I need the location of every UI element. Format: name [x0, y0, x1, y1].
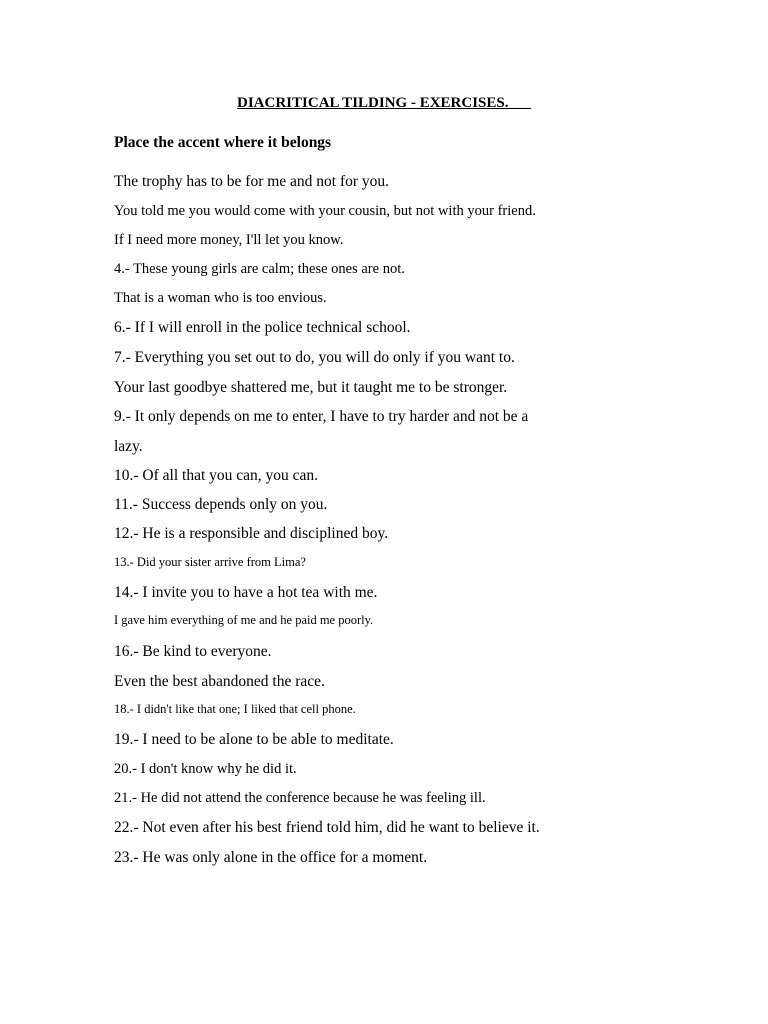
- exercise-line: 16.- Be kind to everyone.: [114, 643, 272, 660]
- document-title: DIACRITICAL TILDING - EXERCISES.___: [237, 95, 531, 111]
- exercise-line: lazy.: [114, 438, 143, 455]
- exercise-line: The trophy has to be for me and not for you.: [114, 173, 390, 190]
- exercise-line: 21.- He did not attend the conference because he was feeling ill.: [114, 790, 486, 806]
- exercise-line: 12.- He is a responsible and disciplined boy.: [114, 525, 389, 542]
- exercise-line: 19.- I need to be alone to be able to meditate.: [114, 731, 394, 748]
- instruction-heading: Place the accent where it belongs: [114, 134, 332, 151]
- exercise-line: 6.- If I will enroll in the police technical school.: [114, 319, 411, 336]
- exercise-line: 4.- These young girls are calm; these ones are not.: [114, 261, 405, 277]
- exercise-line: That is a woman who is too envious.: [114, 290, 327, 306]
- exercise-line: 9.- It only depends on me to enter, I have to try harder and not be a: [114, 408, 529, 425]
- exercise-line: 13.- Did your sister arrive from Lima?: [114, 555, 306, 569]
- exercise-line: 11.- Success depends only on you.: [114, 496, 328, 513]
- exercise-line: Even the best abandoned the race.: [114, 673, 325, 690]
- exercise-line: 20.- I don't know why he did it.: [114, 761, 297, 777]
- exercise-line: You told me you would come with your cousin, but not with your friend.: [114, 203, 536, 219]
- exercise-line: Your last goodbye shattered me, but it taught me to be stronger.: [114, 379, 508, 396]
- exercise-line: I gave him everything of me and he paid me poorly.: [114, 613, 374, 627]
- exercise-line: If I need more money, I'll let you know.: [114, 232, 344, 248]
- exercise-line: 22.- Not even after his best friend told him, did he want to believe it.: [114, 819, 540, 836]
- exercise-line: 18.- I didn't like that one; I liked that cell phone.: [114, 702, 356, 716]
- exercise-line: 23.- He was only alone in the office for a moment.: [114, 849, 428, 866]
- exercise-line: 14.- I invite you to have a hot tea with me.: [114, 584, 378, 601]
- exercise-line: 7.- Everything you set out to do, you will do only if you want to.: [114, 349, 515, 366]
- exercise-line: 10.- Of all that you can, you can.: [114, 467, 319, 484]
